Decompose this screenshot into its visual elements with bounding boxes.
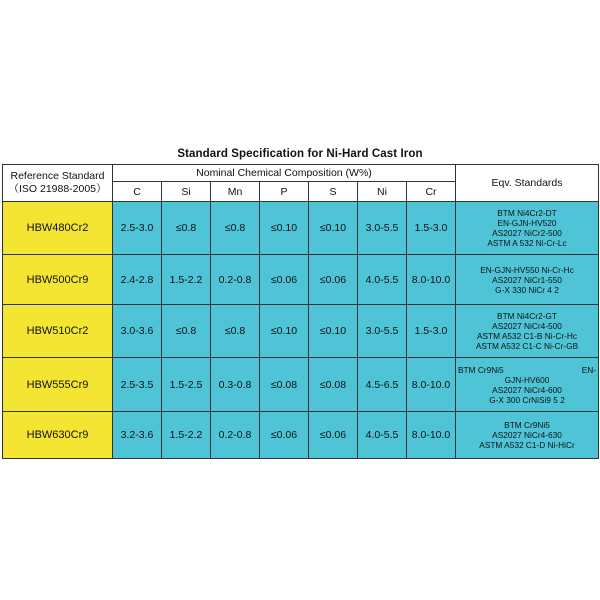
table-row — [3, 255, 599, 305]
value-p: ≤0.06 — [260, 412, 309, 459]
header-reference-standard — [3, 165, 113, 202]
value-ni: 4.0-5.5 — [358, 255, 407, 305]
value-c: 3.0-3.6 — [113, 305, 162, 358]
value-p: ≤0.08 — [260, 358, 309, 412]
table-row — [3, 202, 599, 255]
table-row — [3, 305, 599, 358]
eqv-line: AS2027 NiCr1-550 — [492, 274, 562, 285]
value-mn: 0.2-0.8 — [211, 255, 260, 305]
eqv-line-left: BTM Cr9Ni5 — [458, 364, 504, 375]
value-ni: 4.0-5.5 — [358, 412, 407, 459]
eqv-line: AS2027 NiCr4-630 — [492, 430, 562, 440]
eqv-standards-cell — [456, 202, 599, 255]
eqv-line: AS2027 NiCr4-600 — [492, 384, 562, 395]
value-c: 2.5-3.5 — [113, 358, 162, 412]
eqv-line: G-X 300 CrNiSi9 5 2 — [489, 394, 565, 405]
header-eqv-standards: Eqv. Standards — [456, 165, 599, 202]
value-cr: 8.0-10.0 — [407, 358, 456, 412]
header-ref-line2: （ISO 21988-2005） — [8, 183, 107, 195]
value-p: ≤0.10 — [260, 305, 309, 358]
eqv-line: GJN-HV600 — [504, 374, 550, 385]
value-mn: 0.2-0.8 — [211, 412, 260, 459]
value-si: ≤0.8 — [162, 202, 211, 255]
header-ref-line1: Reference Standard — [10, 170, 105, 182]
eqv-line: ASTM A532 C1-D Ni-HiCr — [479, 440, 575, 450]
value-mn: ≤0.8 — [211, 305, 260, 358]
value-cr: 8.0-10.0 — [407, 255, 456, 305]
eqv-line: BTM Cr9Ni5 — [504, 420, 550, 430]
value-s: ≤0.06 — [309, 255, 358, 305]
ref-standard-cell: HBW510Cr2 — [3, 305, 113, 358]
eqv-line: BTM Ni4Cr2-DT — [497, 208, 557, 218]
value-si: 1.5-2.2 — [162, 412, 211, 459]
value-ni: 3.0-5.5 — [358, 202, 407, 255]
header-element-cr: Cr — [407, 182, 456, 202]
table-row — [3, 412, 599, 459]
header-element-p: P — [260, 182, 309, 202]
header-composition: Nominal Chemical Composition (W%) — [113, 165, 456, 182]
value-c: 3.2-3.6 — [113, 412, 162, 459]
eqv-line: ASTM A532 C1-C Ni-Cr-GB — [475, 341, 579, 351]
header-element-s: S — [309, 182, 358, 202]
value-ni: 4.5-6.5 — [358, 358, 407, 412]
value-c: 2.4-2.8 — [113, 255, 162, 305]
value-s: ≤0.10 — [309, 305, 358, 358]
ref-standard-cell: HBW480Cr2 — [3, 202, 113, 255]
ref-standard-cell: HBW500Cr9 — [3, 255, 113, 305]
eqv-line: ASTM A 532 Ni-Cr-Lc — [487, 238, 567, 248]
value-si: 1.5-2.2 — [162, 255, 211, 305]
value-mn: ≤0.8 — [211, 202, 260, 255]
header-element-c: C — [113, 182, 162, 202]
value-p: ≤0.06 — [260, 255, 309, 305]
eqv-line: G-X 330 NiCr 4 2 — [495, 284, 559, 295]
value-mn: 0.3-0.8 — [211, 358, 260, 412]
value-cr: 1.5-3.0 — [407, 305, 456, 358]
value-cr: 1.5-3.0 — [407, 202, 456, 255]
eqv-line: ASTM A532 C1-B Ni-Cr-Hc — [476, 331, 578, 341]
eqv-standards-cell — [456, 358, 599, 412]
value-ni: 3.0-5.5 — [358, 305, 407, 358]
value-si: ≤0.8 — [162, 305, 211, 358]
table-row — [3, 358, 599, 412]
ref-standard-cell: HBW555Cr9 — [3, 358, 113, 412]
value-s: ≤0.10 — [309, 202, 358, 255]
eqv-standards-cell — [456, 255, 599, 305]
value-cr: 8.0-10.0 — [407, 412, 456, 459]
spec-table — [2, 164, 599, 459]
eqv-line: EN-GJN-HV550 Ni-Cr-Hc — [480, 264, 574, 275]
value-s: ≤0.08 — [309, 358, 358, 412]
eqv-standards-cell — [456, 305, 599, 358]
eqv-line: BTM Ni4Cr2-GT — [497, 311, 557, 321]
eqv-standards-cell — [456, 412, 599, 459]
ref-standard-cell: HBW630Cr9 — [3, 412, 113, 459]
eqv-line — [456, 365, 598, 375]
value-si: 1.5-2.5 — [162, 358, 211, 412]
value-s: ≤0.06 — [309, 412, 358, 459]
header-element-si: Si — [162, 182, 211, 202]
header-element-ni: Ni — [358, 182, 407, 202]
eqv-line: EN-GJN-HV520 — [497, 218, 557, 228]
eqv-line-right: EN- — [581, 364, 596, 375]
value-p: ≤0.10 — [260, 202, 309, 255]
value-c: 2.5-3.0 — [113, 202, 162, 255]
header-element-mn: Mn — [211, 182, 260, 202]
eqv-line: AS2027 NiCr4-500 — [492, 321, 562, 331]
table-title: Standard Specification for Ni-Hard Cast Iron — [177, 148, 423, 160]
eqv-line: AS2027 NiCr2-500 — [492, 228, 562, 238]
